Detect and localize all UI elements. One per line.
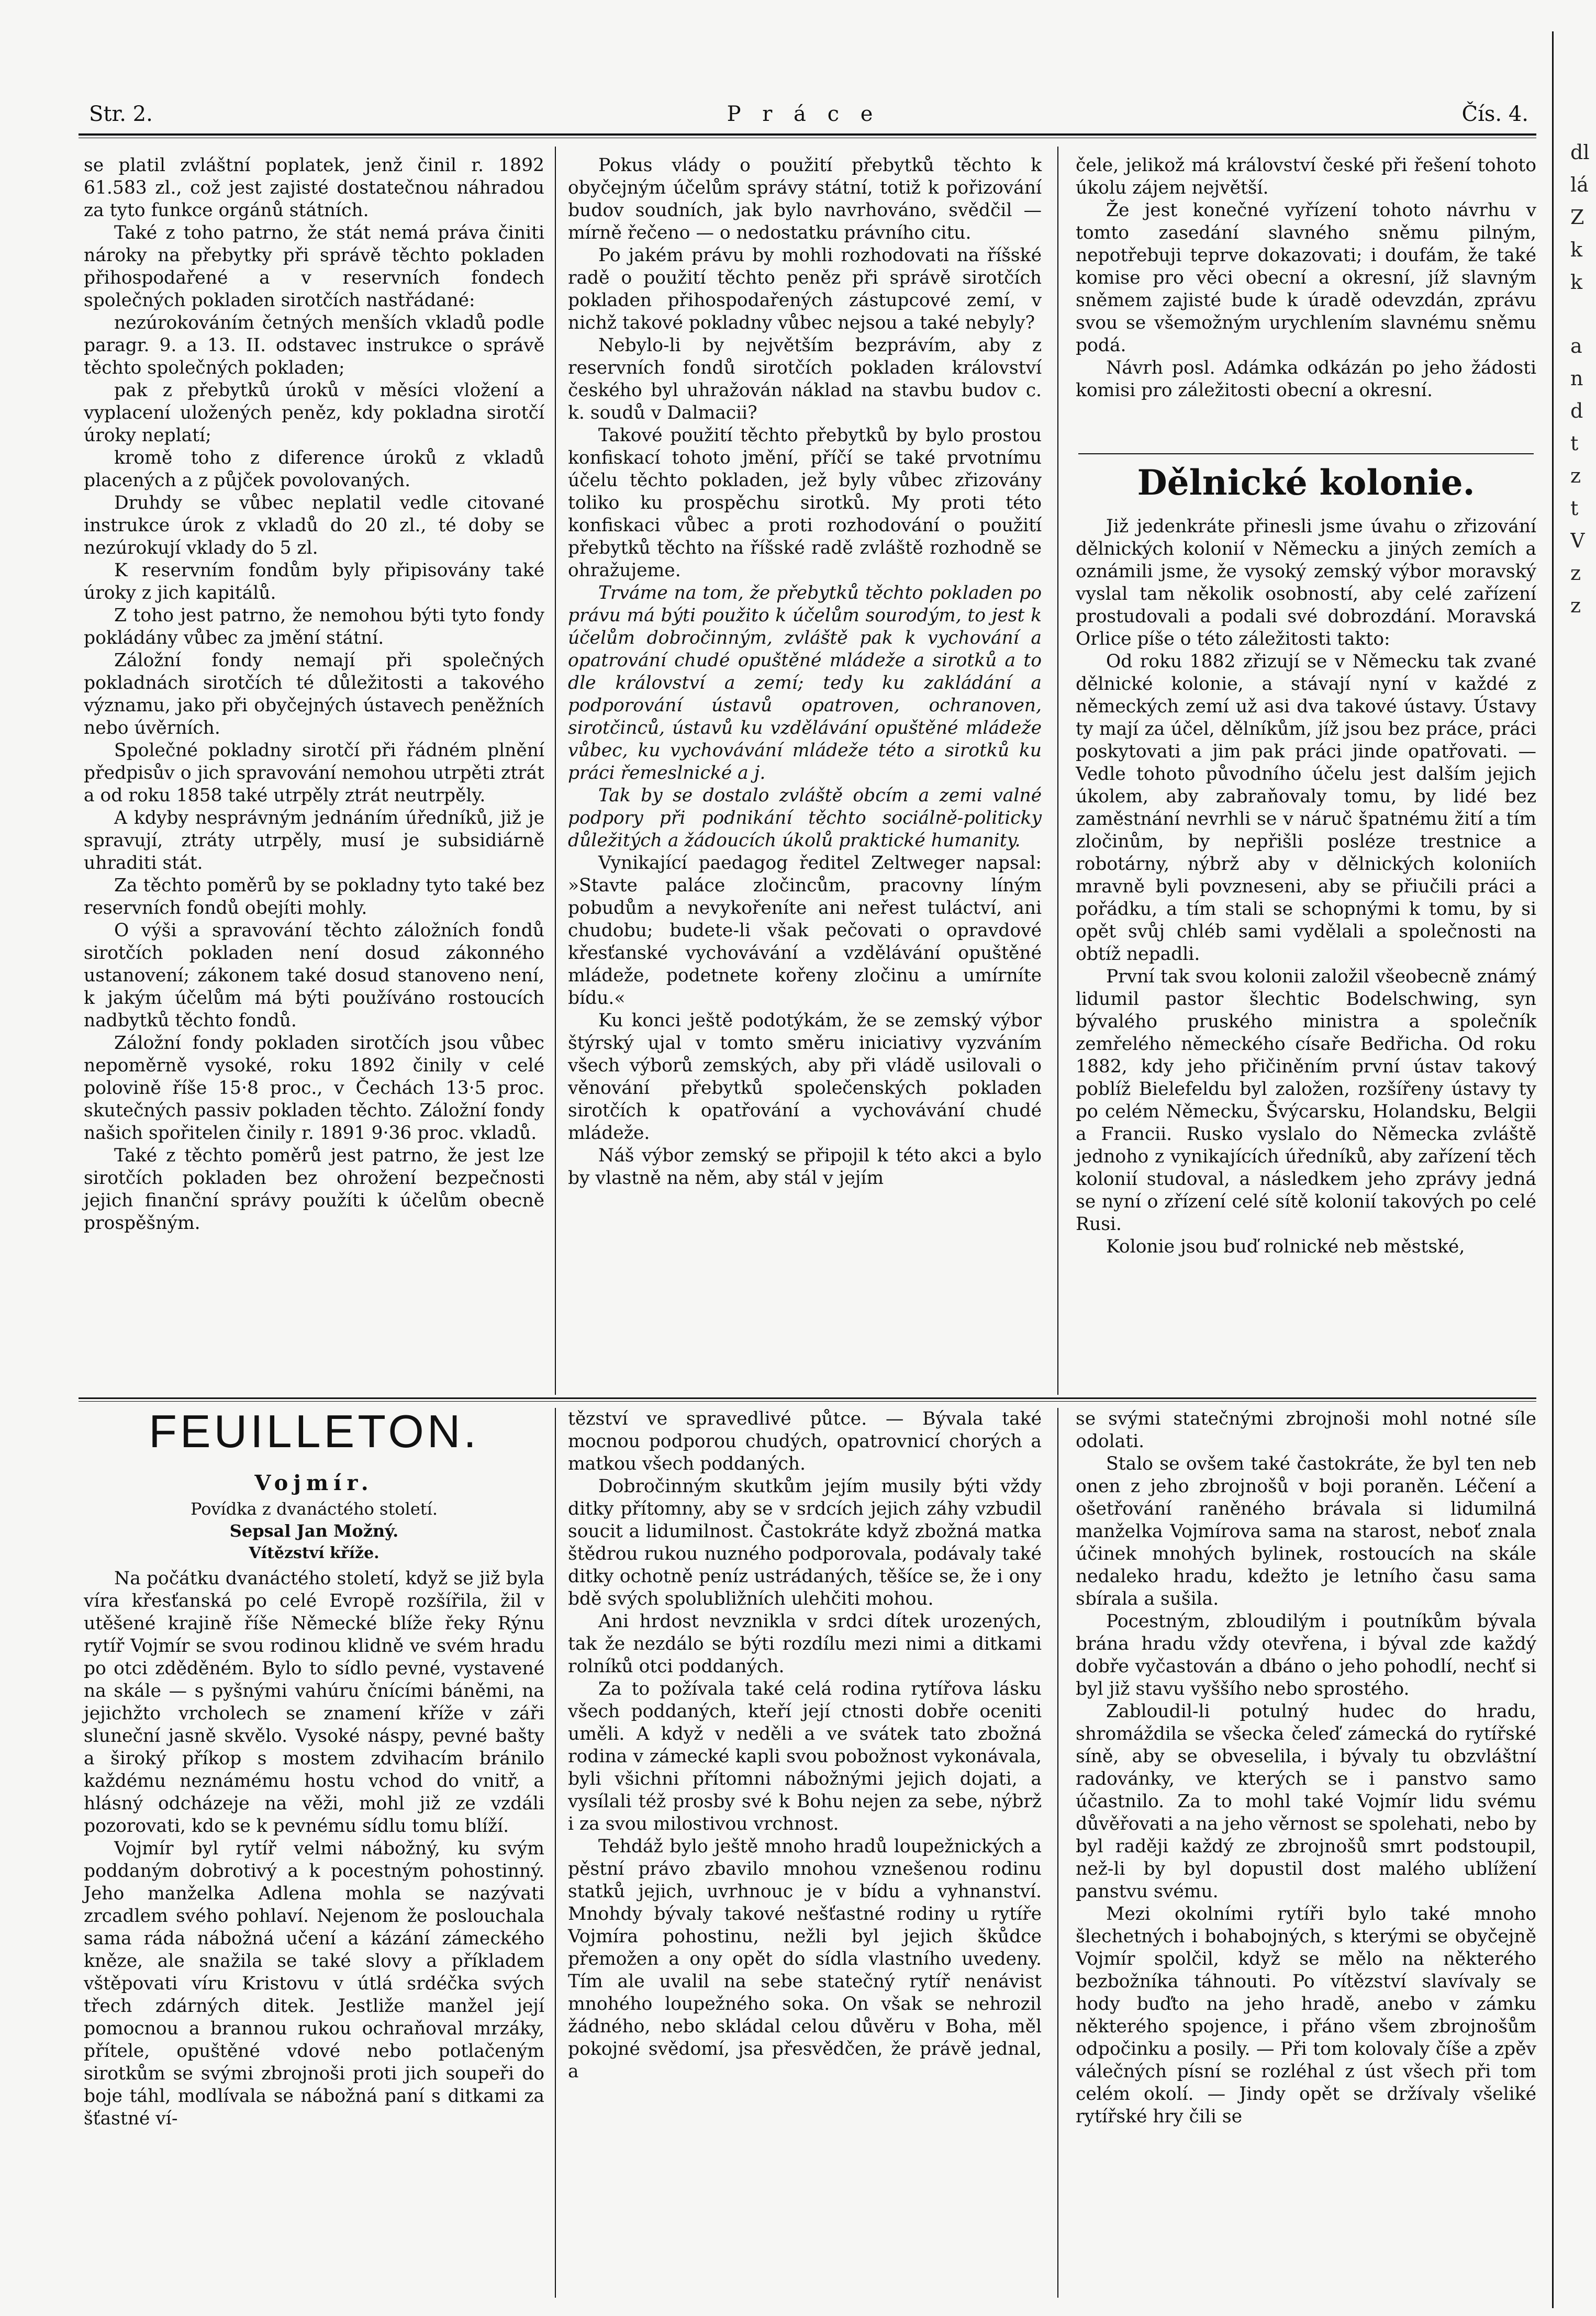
story-paragraph: Dobročinným skutkům jejím musily býti vždy ditky přítomny, aby se v srdcích jejich záhy vzbudil soucit a lidumilnost. Častokráte když zbožná matka štědrou rukou nuzného podporovala, podávaly také ditky ochotně peníz ustrádaných, těšíce se, že i ony bdě svých spolubližních ulehčiti mohou. — [568, 1476, 1042, 1609]
article-paragraph: čele, jelikož má království české při řešení tohoto úkolu zájem největší. — [1076, 155, 1536, 198]
feuilleton-rule — [79, 1397, 1536, 1399]
newspaper-title: P r á c e — [727, 102, 880, 126]
article-paragraph: Že jest konečné vyřízení tohoto návrhu v tomto zasedání slavného sněmu pilným, nepotřebuji teprve dokazovati; i doufám, že také komise pro věci obecní a okresní, jíž slavným sněmem zajisté bude k úradě odevzdán, zprávu svou se všemožným urychlením slavnému sněmu podá. — [1076, 200, 1536, 356]
story-paragraph: Za to požívala také celá rodina rytířova lásku všech poddaných, kteří její ctnosti dobře oceniti uměli. A když v neděli a ve svátek tato zbožná rodina v zámecké kapli svou pobožnost vykonávala, byli všichni přítomni nábožnými jejich dojati, a vysílali též prosby své k Bohu nejen za sebe, nýbrž i za svou milostivou vrchnost. — [568, 1679, 1042, 1834]
story-paragraph: Stalo se ovšem také častokráte, že byl ten neb onen z jeho zbrojnošů v boji poraněn. Léčení a ošetřování raněného brávala si lidumilná manželka Vojmírova sama na starost, neboť znala účinek mnohých bylinek, rostoucích na skále nedaleko hradu, kdežto je letního času sama sbírala a sušila. — [1076, 1453, 1536, 1609]
article-paragraph: Od roku 1882 zřizují se v Německu tak zvané dělnické kolonie, a stávají nyní v každé z německých zemí už asi dva takové ústavy. Ústavy ty mají za účel, dělníkům, jíž jsou bez práce, práci poskytovati a jim pak práci jinde opatřovati. — Vedle tohoto původního účelu jest dalším jejich úkolem, aby zabraňovaly tomu, by lidé bez zaměstnání nevrhli se v náruč špatnému žití a tím zločinům, by nepřišli posléze trestnice a robotárny, nýbrž aby v dělnických koloniích mravně byli povzneseni, aby se přiučili práci a pořádku, a tím stali se schopnými k tomu, by si opět svůj chléb sami vydělali a společnosti na obtíž nepadli. — [1076, 651, 1536, 965]
section-rule — [1078, 453, 1534, 454]
edge-fragment: a — [1570, 334, 1582, 357]
article-paragraph: Také z těchto poměrů jest patrno, že jest lze sirotčích pokladen bez ohrožení bezpečnosti jejich finanční správy použíti k účelům obecně prospěšným. — [84, 1145, 544, 1234]
issue-number: Čís. 4. — [1461, 102, 1528, 126]
feuilleton-rule-thin — [79, 1401, 1536, 1402]
article-paragraph: Druhdy se vůbec neplatil vedle citované instrukce úrok z vkladů do 20 zl., té doby se nezúrokují vklady do 5 zl. — [84, 493, 544, 558]
article-paragraph: K reservním fondům byly připisovány také úroky z jich kapitálů. — [84, 560, 544, 603]
story-chapter: Vítězství kříže. — [249, 1544, 380, 1562]
article-paragraph: Takové použití těchto přebytků by bylo prostou konfiskací tohoto jmění, příčí se také prvotnímu účelu těchto pokladen, jež byly vůbec zřizovány toliko ku prospěchu sirotků. My proti této konfiskaci vůbec a proti rozhodování o použití přebytků těchto na říšské radě zvláště rozhodně se ohražujeme. — [568, 425, 1042, 581]
article-paragraph: Za těchto poměrů by se pokladny tyto také bez reservních fondů obejíti mohly. — [84, 875, 544, 919]
page-number: Str. 2. — [89, 102, 153, 126]
story-paragraph: Tehdáž bylo ještě mnoho hradů loupežnických a pěstní právo zbavilo mnohou vznešenou rodinu statků jejich, uvrhnouc je v bídu a vyhnanství. Mnohdy bývaly takové nešťastné rodiny u rytíře Vojmíra pohostinu, nežli byl jejich škůdce přemožen a ony opět do sídla vlastního uvedeny. Tím ale uvalil na sebe statečný rytíř nenávist mnohého loupežného soka. On však se nehrozil žádného, nebo skládal celou důvěru v Boha, měl pokojné svědomí, jsa přesvědčen, že právě jednal, a — [568, 1836, 1042, 2082]
feuilleton-column-2 — [568, 1408, 1042, 2083]
story-paragraph: Mezi okolními rytíři bylo také mnoho šlechetných i bohabojných, s kterými se obyčejně Vojmír spolčil, když se mělo na některého bezbožníka táhnouti. Po vítězství slavívaly se hody buďto na jeho hradě, anebo v zámku některého spojence, i přáno všem zbrojnošům odpočinku a posily. — Při tom kolovaly číše a zpěv válečných písní se rozléhal z úst všech při tom celém okolí. — Jindy opět se držívaly všeliké rytířské hry čili se — [1076, 1904, 1536, 2127]
column-divider — [555, 147, 556, 1395]
article-paragraph: nezúrokováním četných menších vkladů podle paragr. 9. a 13. II. odstavec instrukce o správě těchto společných pokladen; — [84, 312, 544, 378]
article-paragraph: pak z přebytků úroků v měsíci vložení a vyplacení uložených peněz, kdy pokladna sirotčí úroky neplatí; — [84, 380, 544, 446]
article-paragraph: První tak svou kolonii založil všeobecně známý lidumil pastor šlechtic Bodelschwing, syn bývalého pruského ministra a společník zemřelého německého císaře Bedřicha. Od roku 1882, kdy jeho přičiněním první ústav takový poblíž Bielefeldu byl založen, rozšířeny ústavy ty po celém Německu, Švýcarsku, Holandsku, Belgii a Francii. Rusko vyslalo do Německa zvláště jednoho z vynikajících úředníků, aby zařízení těch kolonií studoval, a následkem jeho zprávy jedná se nyní o zřízení celé sítě kolonií takových po celé Rusi. — [1076, 966, 1536, 1235]
section-title: Dělnické kolonie. — [1137, 462, 1475, 503]
article-paragraph: Kolonie jsou buď rolnické neb městské, — [1106, 1236, 1465, 1257]
story-author: Sepsal Jan Možný. — [229, 1521, 399, 1541]
edge-fragment: Z — [1570, 206, 1584, 229]
article-paragraph: Společné pokladny sirotčí při řádném plnění předpisův o jich spravování nemohou utrpěti ztrát a od roku 1858 také utrpěly ztrát neutrpěly. — [84, 740, 544, 806]
edge-fragment: dl — [1570, 141, 1590, 164]
article-paragraph: O výši a spravování těchto záložních fondů sirotčích pokladen není dosud zákonného ustanovení; zákonem také dosud stanoveno není, k jakým účelům má býti používáno rostoucích nadbytků těchto fondů. — [84, 920, 544, 1031]
article-paragraph: Také z toho patrno, že stát nemá práva činiti nároky na přebytky při správě těchto pokladen přihospodařené a v reservních fondech společných pokladen sirotčích nastřádané: — [84, 222, 544, 311]
article-paragraph: Pokus vlády o použití přebytků těchto k obyčejným účelům správy státní, totiž k pořizování budov soudních, jak bylo navrhováno, svědčil — mírně řečeno — o nedostatku právního citu. — [568, 155, 1042, 243]
article-paragraph: Po jakém právu by mohli rozhodovati na říšské radě o použití těchto peněz při správě sirotčích pokladen přihospodařených zástupcové zemí, v nichž takové pokladny vůbec nejsou a také nebyly? — [568, 245, 1042, 333]
story-subtitle: Povídka z dvanáctého století. — [190, 1499, 438, 1519]
article-paragraph-emphasis: Tak by se dostalo zvláště obcím a zemi valné podpory při podnikání těchto sociálně-politicky důležitých a žádoucích úkolů praktické humanity. — [568, 785, 1042, 851]
article-paragraph: kromě toho z diference úroků z vkladů placených a z půjček povolovaných. — [84, 447, 544, 491]
edge-fragment: t — [1570, 497, 1579, 520]
article-paragraph: Vynikající paedagog ředitel Zeltweger napsal: »Stavte paláce zločincům, pracovny líným pobudům a nevykořeníte ani neřest tuláctví, ani chudobu; budete-li však pečovati o opravdové křesťanské vychovávání a vzdělávání opuštěné mládeže, podetnete kořeny zločinu a umírníte bídu.« — [568, 853, 1042, 1009]
story-paragraph: Ani hrdost nevznikla v srdci dítek urozených, tak že nezdálo se býti rozdílu mezi nimi a ditkami rolníků otci poddaných. — [568, 1611, 1042, 1677]
section-column — [1076, 516, 1536, 1258]
story-paragraph: tězství ve spravedlivé půtce. — Bývala také mocnou podporou chudých, opatrovnicí chorých a matkou všech poddaných. — [568, 1408, 1042, 1474]
story-paragraph: se svými statečnými zbrojnoši mohl notné síle odolati. — [1076, 1408, 1536, 1452]
feuilleton-column-3 — [1076, 1408, 1536, 2128]
story-paragraph: Na počátku dvanáctého století, když se již byla víra křesťanská po celé Evropě rozšířila, žil v utěšené krajině říše Německé blíže řeky Rýnu rytíř Vojmír se svou rodinou klidně ve svém hradu po otci zděděném. Bylo to sídlo pevné, vystavené na skále — s pyšnými vahúru čnícími báněmi, na jejichžto vrcholech se znamení kříže v záři sluneční jasně skvělo. Vysoké náspy, pevné bašty a široký příkop s mostem zdvihacím bránilo každému neznámému hostu vchod do vnitř, a hlásný odcházeje na věži, mohl již ze vzdáli pozorovati, kdo se k pevnému sídlu tomu blíží. — [84, 1568, 544, 1837]
header-rule — [79, 133, 1536, 136]
column-divider — [555, 1408, 556, 2298]
edge-fragment: n — [1570, 367, 1583, 390]
article-paragraph: Náš výbor zemský se připojil k této akci a bylo by vlastně na něm, aby stál v jejím — [568, 1145, 1042, 1189]
article-paragraph: se platil zvláštní poplatek, jenž činil r. 1892 61.583 zl., což jest zajisté dostatečnou náhradou za tyto funkce orgánů státních. — [84, 155, 544, 221]
story-paragraph: Pocestným, zbloudilým i poutníkům bývala brána hradu vždy otevřena, i býval zde každý dobře vyčastován a dbáno o jeho pohodlí, nechť si byl již stavu vyššího nebo sprostého. — [1076, 1611, 1536, 1699]
edge-fragment: k — [1570, 238, 1583, 261]
edge-fragment: d — [1570, 399, 1583, 422]
feuilleton-heading: FEUILLETON. — [149, 1405, 479, 1457]
article-paragraph: Ku konci ještě podotýkám, že se zemský výbor štýrský ujal v tomto směru iniciativy vyzváním všech výborů zemských, aby při vládě usilovali o věnování přebytků společenských pokladen sirotčích k opatřování a vychovávání chudé mládeže. — [568, 1010, 1042, 1144]
column-divider — [1057, 147, 1058, 1395]
story-title: Vojmír. — [254, 1471, 374, 1495]
edge-fragment: k — [1570, 271, 1583, 294]
article-paragraph: A kdyby nesprávným jednáním úředníků, již je spravují, ztráty utrpěly, musí je subsidiárně uhraditi stát. — [84, 808, 544, 874]
edge-fragment: z — [1570, 594, 1581, 617]
article-column-2 — [568, 154, 1042, 1190]
article-paragraph: Návrh posl. Adámka odkázán po jeho žádosti komisi pro záležitosti obecní a okresní. — [1076, 357, 1536, 401]
article-paragraph: Již jedenkráte přinesli jsme úvahu o zřizování dělnických kolonií v Německu a jiných zemích a oznámili jsme, že vysoký zemský výbor moravský vyslal tam několik osobností, aby celé zařízení prostudovali a podali své dobrozdání. Moravská Orlice píše o této záležitosti takto: — [1076, 516, 1536, 650]
outer-border — [1552, 31, 1554, 2308]
edge-fragment: z — [1570, 562, 1581, 585]
story-paragraph: Vojmír byl rytíř velmi nábožný, ku svým poddaným dobrotivý a k pocestným pohostinný. Jeho manželka Adlena mohla se nazývati zrcadlem svého pohlaví. Nejenom že poslouchala sama ráda nábožná učení a kázání zámeckého kněze, ale snažila se také slovy a příkladem vštěpovati víru Kristovu v útlá srdéčka svých třech zdárných ditek. Jestliže manžel její pomocnou a brannou rukou ochraňoval mrzáky, přítele, opuštěné vdové nebo potlačeným sirotkům se svými zbrojnoši proti jich soupeři do boje táhl, modlívala se nábožná paní s ditkami za šťastné ví- — [84, 1838, 544, 2129]
column-divider — [1057, 1408, 1058, 2298]
article-paragraph: Záložní fondy pokladen sirotčích jsou vůbec nepoměrně vysoké, roku 1892 činily v celé polovině říše 15·8 proc., v Čechách 13·5 proc. skutečných passiv pokladen těchto. Záložní fondy našich spořitelen činily r. 1891 9·36 proc. vkladů. — [84, 1033, 544, 1144]
article-paragraph-emphasis: Trváme na tom, že přebytků těchto pokladen po právu má býti použito k účelům sourodým, to jest k účelům dobročinným, zvláště pak k vychování a opatrování chudé opuštěné mládeže a sirotků a to dle království a zemí; tedy ku zakládání a podporování ústavů opatroven, ochranoven, sirotčinců, ústavů ku vzdělávání opuštěné mládeže vůbec, ku vychovávání mládeže této a sirotků ku práci řemeslnické a j. — [568, 583, 1042, 784]
adjacent-page-edge — [1570, 136, 1596, 622]
edge-fragment: z — [1570, 464, 1581, 487]
edge-fragment: t — [1570, 432, 1579, 455]
article-paragraph: Z toho jest patrno, že nemohou býti tyto fondy pokládány vůbec za jmění státní. — [84, 605, 544, 648]
story-paragraph: Zabloudil-li potulný hudec do hradu, shromáždila se všecka čeleď zámecká do rytířské síně, aby se obveselila, i bývaly tu obzvláštní radovánky, ve kterých se i panstvo samo účastnilo. Za to mohl také Vojmír lidu svému důvěřovati a na jeho věrnost se spolehati, nebo by byl raději každý ze zbrojnošů smrt podstoupil, než-li by byl dopustil dost malého ublížení panstvu svému. — [1076, 1701, 1536, 1902]
article-column-3 — [1076, 154, 1536, 447]
feuilleton-column-1 — [84, 1568, 544, 2130]
article-column-1 — [84, 154, 544, 1235]
article-paragraph: Záložní fondy nemají při společných pokladnách sirotčích té důležitosti a takového významu, jako při obyčejných ústavech peněžních nebo úvěrních. — [84, 650, 544, 739]
edge-fragment: lá — [1570, 173, 1589, 196]
article-paragraph: Nebylo-li by největším bezprávím, aby z reservních fondů sirotčích pokladen království českého byl uhražován náklad na stavbu budov c. k. soudů v Dalmacii? — [568, 335, 1042, 423]
edge-fragment: V — [1570, 529, 1585, 552]
